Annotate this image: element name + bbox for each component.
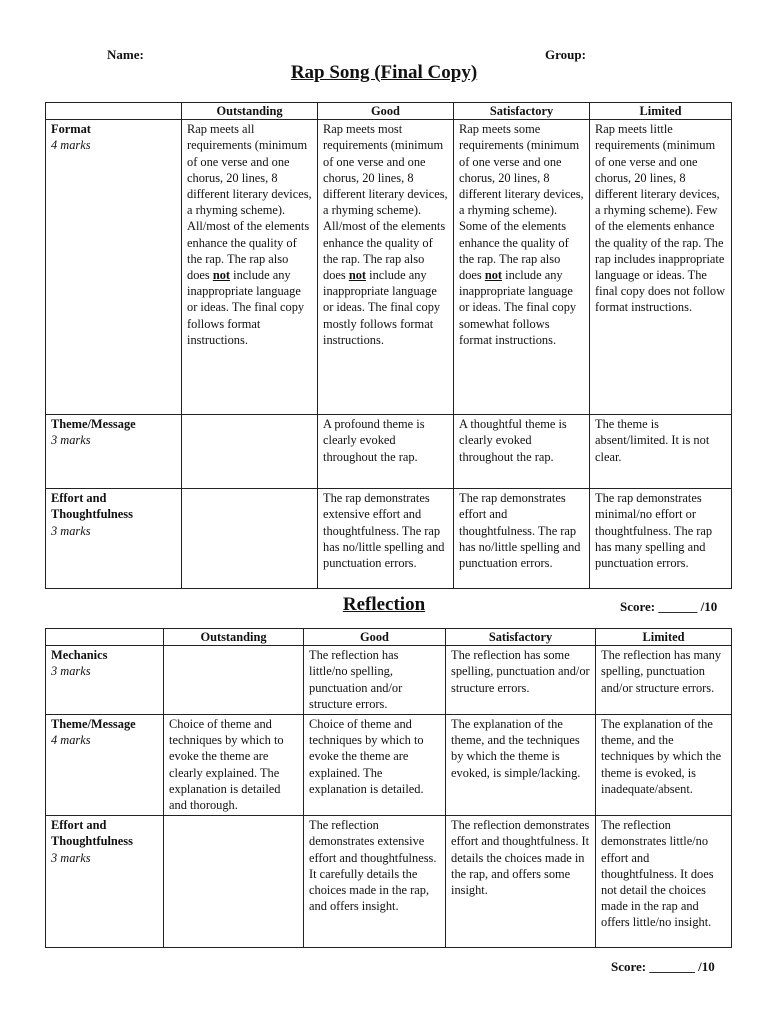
criterion-label: Theme/Message <box>51 717 136 732</box>
table-row <box>46 489 732 589</box>
criterion-cell <box>46 120 182 415</box>
descriptor-cell: Choice of theme and techniques by which to evoke the theme are explained. The explanation is detailed. <box>304 715 446 816</box>
descriptor-cell: The reflection has many spelling, punctuation and/or structure errors. <box>596 646 732 715</box>
descriptor-text: include any inappropriate language or ideas. The final copy mostly follows format instructions. <box>323 268 441 347</box>
column-header: Satisfactory <box>454 103 590 120</box>
descriptor-cell <box>590 415 732 489</box>
reflection-rubric-table <box>45 628 732 948</box>
page-title: Rap Song (Final Copy) <box>290 62 478 83</box>
criterion-cell <box>46 816 164 948</box>
criterion-cell <box>46 646 164 715</box>
column-header: Outstanding <box>182 103 318 120</box>
emphasis-text: not <box>212 268 231 283</box>
criterion-cell <box>46 489 182 589</box>
descriptor-cell: The explanation of the theme, and the techniques by which the theme is evoked, is inadequate/absent. <box>596 715 732 816</box>
descriptor-text: The rap demonstrates effort and thoughtfulness. The rap has no/little spelling and punctuation errors. <box>459 491 581 571</box>
final-score-label: Score: _______ /10 <box>611 959 715 974</box>
descriptor-cell: The reflection has some spelling, punctuation and/or structure errors. <box>446 646 596 715</box>
descriptor-cell: The reflection demonstrates little/no effort and thoughtfulness. It does not detail the choices made in the rap and offers little/no insight. <box>596 816 732 948</box>
descriptor-cell <box>454 415 590 489</box>
criterion-label: Theme/Message <box>51 417 136 432</box>
descriptor-text: Rap meets little requirements (minimum of one verse and one chorus, 20 lines, 8 different literary devices, a rhyming scheme). Few of the elements enhance the quality of the rap. The rap includes inappropriate language or ideas. The final copy does not follow format instructions. <box>595 122 726 315</box>
table-row <box>46 715 732 816</box>
column-header: Good <box>318 103 454 120</box>
descriptor-cell <box>454 120 590 415</box>
table-row <box>46 816 732 948</box>
marks-label: 3 marks <box>51 523 91 538</box>
header-empty-cell <box>46 103 182 120</box>
marks-label: 3 marks <box>51 433 91 448</box>
descriptor-cell <box>318 415 454 489</box>
descriptor-cell <box>164 646 304 715</box>
group-label: Group: <box>545 47 586 62</box>
table-header-row <box>46 629 732 646</box>
column-header: Limited <box>590 103 732 120</box>
criterion-cell <box>46 415 182 489</box>
descriptor-text: The rap demonstrates extensive effort and thoughtfulness. The rap has no/little spelling and punctuation errors. <box>323 491 445 571</box>
descriptor-text: Rap meets some requirements (minimum of one verse and one chorus, 20 lines, 8 different literary devices, a rhyming scheme). Some of the elements enhance the quality of the rap. The rap also does <box>459 122 584 283</box>
descriptor-text: Rap meets most requirements (minimum of one verse and one chorus, 20 lines, 8 different literary devices, a rhyming scheme). All/most of the elements enhance the quality of the rap. The rap also does <box>323 122 448 283</box>
descriptor-cell: The reflection has little/no spelling, punctuation and/or structure errors. <box>304 646 446 715</box>
reflection-title: Reflection <box>342 594 426 615</box>
descriptor-cell <box>318 489 454 589</box>
marks-label: 3 marks <box>51 664 91 679</box>
criterion-label: Effort and Thoughtfulness <box>51 491 133 522</box>
marks-label: 4 marks <box>51 138 91 153</box>
descriptor-cell <box>454 489 590 589</box>
criterion-cell <box>46 715 164 816</box>
column-header: Satisfactory <box>446 629 596 646</box>
column-header: Good <box>304 629 446 646</box>
criterion-label: Format <box>51 122 91 137</box>
descriptor-text: Rap meets all requirements (minimum of one verse and one chorus, 20 lines, 8 different literary devices, a rhyming scheme). All/most of the elements enhance the quality of the rap. The rap also does <box>187 122 312 283</box>
descriptor-text: The rap demonstrates minimal/no effort or thoughtfulness. The rap has many spelling and punctuation errors. <box>595 491 713 571</box>
descriptor-cell <box>318 120 454 415</box>
descriptor-cell <box>182 120 318 415</box>
descriptor-cell: The reflection demonstrates extensive effort and thoughtfulness. It carefully details the choices made in the rap, and offers insight. <box>304 816 446 948</box>
descriptor-cell <box>164 816 304 948</box>
descriptor-cell <box>182 489 318 589</box>
name-label: Name: <box>107 47 144 62</box>
descriptor-text: A thoughtful theme is clearly evoked throughout the rap. <box>459 417 567 464</box>
emphasis-text: not <box>484 268 503 283</box>
table-row <box>46 646 732 715</box>
descriptor-cell: Choice of theme and techniques by which to evoke the theme are clearly explained. The explanation is detailed and thorough. <box>164 715 304 816</box>
criterion-label: Mechanics <box>51 648 108 663</box>
table-row <box>46 415 732 489</box>
table-header-row <box>46 103 732 120</box>
descriptor-text: A profound theme is clearly evoked throughout the rap. <box>323 417 425 464</box>
emphasis-text: not <box>348 268 367 283</box>
marks-label: 3 marks <box>51 850 91 865</box>
descriptor-cell: The reflection demonstrates effort and thoughtfulness. It details the choices made in the rap, and offers some insight. <box>446 816 596 948</box>
descriptor-text: The theme is absent/limited. It is not clear. <box>595 417 710 464</box>
header-empty-cell <box>46 629 164 646</box>
rap-rubric-table <box>45 102 732 589</box>
descriptor-cell <box>590 489 732 589</box>
table-row <box>46 120 732 415</box>
descriptor-text: include any inappropriate language or ideas. The final copy follows format instructions. <box>187 268 305 347</box>
descriptor-cell <box>590 120 732 415</box>
criterion-label: Effort and Thoughtfulness <box>51 818 133 849</box>
column-header: Limited <box>596 629 732 646</box>
reflection-score-label: Score: ______ /10 <box>620 599 718 614</box>
descriptor-text: include any inappropriate language or ideas. The final copy somewhat follows format instructions. <box>459 268 577 347</box>
descriptor-cell: The explanation of the theme, and the techniques by which the theme is evoked, is simple/lacking. <box>446 715 596 816</box>
marks-label: 4 marks <box>51 733 91 748</box>
column-header: Outstanding <box>164 629 304 646</box>
descriptor-cell <box>182 415 318 489</box>
